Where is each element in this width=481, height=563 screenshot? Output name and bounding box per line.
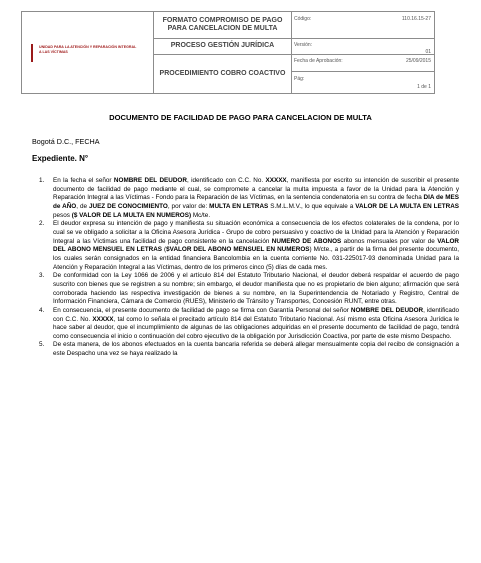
clause-text: pesos [53, 211, 72, 219]
clause-number: 5. [39, 341, 45, 349]
clause-item [39, 220, 459, 272]
clause-text: De esta manera, de los abonos efectuados en la cuenta bancaria referida se deberá allegar mensualmente copia del recibo de consignación a este Despacho una vez se haya realizado la [53, 341, 459, 358]
approval-cell [292, 55, 435, 72]
placeholder-field: NOMBRE DEL DEUDOR [113, 177, 187, 184]
placeholder-field: VALOR DE LA MULTA EN LETRAS [355, 202, 460, 210]
placeholder-field: NOMBRE DEL DEUDOR [350, 306, 424, 314]
clause-text: , identificado con C.C. No. [186, 177, 266, 184]
doc-title: FORMATO COMPROMISO DE PAGO PARA CANCELACION DE MULTA [154, 12, 292, 39]
clause-text: En consecuencia, el presente documento de facilidad de pago se firma con Garantía Personal del señor [53, 306, 351, 314]
clause-text: Mc/te. [191, 211, 211, 219]
document-title: DOCUMENTO DE FACILIDAD DE PAGO PARA CANCELACION DE MULTA [109, 113, 372, 122]
placeholder-field: JUEZ DE CONOCIMIENTO [88, 202, 168, 210]
clause-text: , de [76, 202, 89, 210]
code-label: Código: [294, 16, 312, 22]
clauses-list [39, 177, 460, 359]
placeholder-field: DIA de MES de AÑO [53, 194, 459, 210]
clause-number: 4. [39, 306, 45, 314]
clause-text: , tal como lo señala el precitado artículo 814 del Estatuto Tributario Nacional. Así mismo esta Oficina Asesora Jurídica le hace saber al deudor, que el incumplimiento de algunas de las obligaciones adquiridas en el presente documento de facilidad de pago, tendrá como consecuencia el inicio o continuación del cobro ejecutivo de la obligación por Jurisdicción Coactiva, por parte de este mismo Despacho. [53, 315, 460, 340]
clause-number: 3. [39, 272, 45, 280]
version-label: Versión: [294, 42, 313, 48]
clause-text: En la fecha el señor [53, 177, 114, 184]
clause-text: , manifiesta por escrito su intención de suscribir el presente documento de facilidad de pago mediante el cual, se compromete a cancelar la multa impuesta a favor de la Unidad para la Atención y Reparación Integral a las Víctimas - Fondo para la Reparación de las Víctimas, en la sentencia condenatoria en su contra de fecha [53, 177, 459, 202]
process-name: PROCESO GESTIÓN JURÍDICA [154, 39, 292, 55]
clause-text: De conformidad con la Ley 1066 de 2006 y el artículo 814 del Estatuto Tributario Nacional, el deudor deberá respaldar el acuerdo de pago suscrito con bienes que se registren a su nombre; sin embargo, el deudor manifiesta que no es propietario de bien alguno; afirmación que será corroborada haciendo las respectiva investigación de bienes a su nombre, en la Superintendencia de Notariado y Registro, Central de Información Financiera, Cámara de Comercio (RUES), Ministerio de Tránsito y Transportes, Concesión RUNT, entre otras. [53, 272, 459, 306]
procedure-name: PROCEDIMIENTO COBRO COACTIVO [154, 55, 292, 94]
placeholder-field: XXXXX [92, 315, 114, 323]
city-date: Bogotá D.C., FECHA [32, 137, 100, 146]
version-value: 01 [425, 49, 431, 55]
clause-item [39, 306, 460, 342]
approval-value: 25/09/2015 [405, 58, 431, 64]
page-cell [292, 72, 435, 94]
placeholder-field: VALOR DEL ABONO MENSUEL EN LETRAS [53, 237, 459, 254]
document-header [21, 11, 435, 94]
clause-text: S.M.L.M.V., lo que equivale a [268, 202, 356, 210]
clause-text: , identificado con C.C. No. [53, 306, 459, 323]
clause-item [39, 272, 459, 307]
code-cell [292, 12, 435, 39]
placeholder-field: ($ VALOR DE LA MULTA EN NUMEROS) [71, 211, 192, 219]
clause-text: El deudor expresa su intención de pago y manifiesta su situación económica a consecuencia de los efectos colaterales de la condena, por lo cual se ve obligado a solicitar a la Oficina Asesora Jurídica - Grupo de cobro persuasivo y coactivo de la Unidad para la Atención y Reparación Integral a las Víctimas una facilidad de pago consistente en la cancelación [53, 220, 459, 245]
code-value: 110.16.15-27 [401, 16, 431, 22]
approval-label: Fecha de Aprobación: [294, 58, 343, 64]
clause-item [39, 177, 460, 220]
placeholder-field: XXXXX [265, 177, 287, 184]
logo-mark-icon [31, 44, 33, 62]
placeholder-field: MULTA EN LETRAS [209, 202, 269, 210]
clause-text: ) M/cte., a partir de la firma del presente documento, los cuales serán consignados en la entidad financiera Bancolombia en la cuenta corriente No. 031-225017-93 denominada Unidad para la Atención y Reparación Integral a las Víctimas, dentro de los primeros cinco (5) días de cada mes. [53, 246, 459, 271]
expediente-label: Expediente. N° [32, 154, 89, 163]
version-cell [292, 39, 435, 55]
clause-text: ( [162, 246, 167, 254]
placeholder-field: $VALOR DEL ABONO MENSUEL EN NUMEROS [166, 246, 310, 254]
clause-text: abonos mensuales por valor de [341, 237, 438, 245]
clause-item [39, 341, 459, 358]
clause-number: 2. [39, 220, 45, 228]
clause-text: , por valor de: [167, 202, 210, 210]
clause-number: 1. [39, 177, 45, 184]
page-value: 1 de 1 [417, 84, 431, 90]
page-label: Pág: [294, 76, 305, 82]
logo-text: UNIDAD PARA LA ATENCIÓN Y REPARACIÓN INTEGRAL A LAS VÍCTIMAS [39, 45, 137, 54]
placeholder-field: NUMERO DE ABONOS [271, 237, 342, 245]
logo-cell [22, 12, 154, 94]
